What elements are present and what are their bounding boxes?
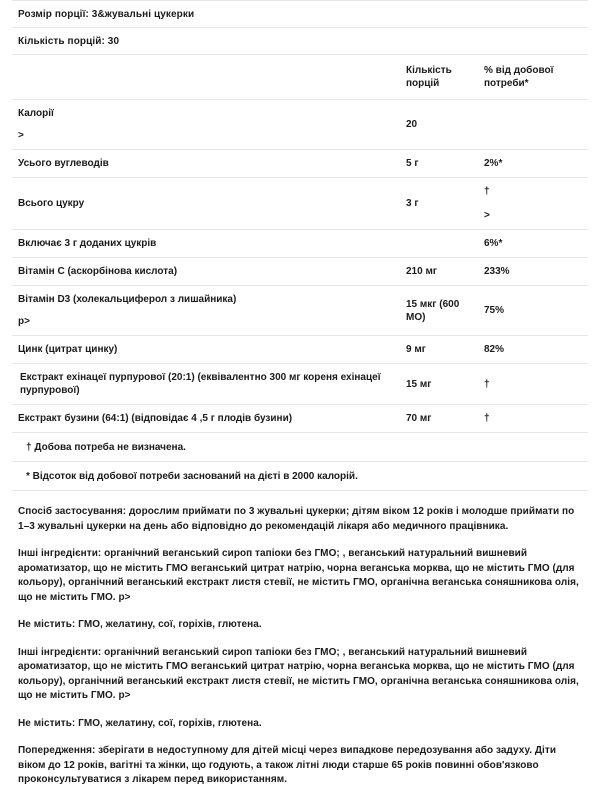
header-amount-per-serving: Кількість порцій xyxy=(400,55,478,100)
nutrient-name: Вітамін C (аскорбінова кислота) xyxy=(12,258,400,286)
nutrient-daily-value: 2%* xyxy=(478,150,588,178)
nutrient-name: Екстракт ехінацеї пурпурової (20:1) (еквівалентно 300 мг кореня ехінацеї пурпурової) xyxy=(12,364,400,405)
nutrient-name: Цинк (цитрат цинку) xyxy=(12,336,400,364)
nutrient-daily-value: 6%* xyxy=(478,230,588,258)
free-from-paragraph-2: Не містить: ГМО, желатину, сої, горіхів, глютена. xyxy=(18,717,262,729)
table-row xyxy=(12,150,588,178)
stray-markup-artifact: p> xyxy=(18,316,30,327)
stray-markup-artifact: > xyxy=(484,210,490,221)
nutrient-daily-value: † xyxy=(478,405,588,433)
nutrient-daily-value: 233% xyxy=(478,258,588,286)
footnote-dagger: † Добова потреба не визначена. xyxy=(12,432,588,461)
table-row xyxy=(12,336,588,364)
table-row xyxy=(12,100,588,150)
nutrient-name: Вітамін D3 (холекальциферол з лишайника) p> xyxy=(12,286,400,336)
nutrient-name: Калорії > xyxy=(12,100,400,150)
nutrient-daily-value: 75% xyxy=(478,286,588,336)
header-nutrient xyxy=(12,55,400,100)
directions-paragraph: Спосіб застосування: дорослим приймати по 3 жувальні цукерки; дітям віком 12 років і молодше приймати по 1–3 жувальні цукерки на день або відповідно до рекомендацій лікаря або медичного працівника. xyxy=(18,506,575,532)
table-header-row xyxy=(12,55,588,100)
stray-markup-artifact: > xyxy=(18,130,24,141)
other-ingredients-paragraph-1: Інші інгредієнти: органічний веганський сироп тапіоки без ГМО; , веганський натуральний вишневий ароматизатор, що не містить ГМО веганський цитрат натрію, чорна веганська морква, що не містить ГМО (для кольору), органічний веганський екстракт листя стевії, не містить ГМО, органічна веганська соняшникова олія, що не містить ГМО. p> xyxy=(18,548,579,603)
header-daily-value: % від добової потреби* xyxy=(478,55,588,100)
footnote-asterisk: * Відсоток від добової потреби заснований на дієті в 2000 калорій. xyxy=(12,461,588,491)
nutrient-name: Включає 3 г доданих цукрів xyxy=(12,230,400,258)
nutrient-amount: 210 мг xyxy=(400,258,478,286)
nutrient-amount: 20 xyxy=(400,100,478,150)
nutrient-name: Всього цукру xyxy=(12,178,400,230)
table-row xyxy=(12,178,588,230)
serving-size-row: Розмір порції: 3&жувальні цукерки xyxy=(18,9,195,20)
nutrient-amount xyxy=(400,230,478,258)
table-row xyxy=(12,364,588,405)
nutrient-daily-value: 82% xyxy=(478,336,588,364)
nutrient-amount: 70 мг xyxy=(400,405,478,433)
nutrient-name: Усього вуглеводів xyxy=(12,150,400,178)
nutrient-amount: 15 мг xyxy=(400,364,478,405)
table-row xyxy=(12,405,588,433)
other-ingredients-paragraph-2: Інші інгредієнти: органічний веганський сироп тапіоки без ГМО; , веганський натуральний вишневий ароматизатор, що не містить ГМО веганський цитрат натрію, чорна веганська морква, що не містить ГМО (для кольору), органічний веганський екстракт листя стевії, не містить ГМО, органічна веганська соняшникова олія, що не містить ГМО. p> xyxy=(18,646,579,701)
free-from-paragraph-1: Не містить: ГМО, желатину, сої, горіхів, глютена. xyxy=(18,619,262,630)
nutrient-amount: 15 мкг (600 МО) xyxy=(400,286,478,336)
serving-count-row: Кількість порцій: 30 xyxy=(18,36,120,47)
nutrient-name: Екстракт бузини (64:1) (відповідає 4 ,5 г плодів бузини) xyxy=(12,405,400,433)
nutrient-amount: 3 г xyxy=(400,178,478,230)
nutrient-daily-value: † xyxy=(478,364,588,405)
nutrient-amount: 5 г xyxy=(400,150,478,178)
table-row xyxy=(12,286,588,336)
warning-paragraph: Попередження: зберігати в недоступному для дітей місці через випадкове передозування або задуху. Діти віком до 12 років, вагітні та жінки, що годують, а також літні люди старше 65 років повинні обов'язково проконсультуватися з лікарем перед використанням. xyxy=(18,745,557,785)
supplement-facts-table xyxy=(12,54,588,432)
nutrient-daily-value xyxy=(478,100,588,150)
nutrient-daily-value xyxy=(478,178,588,230)
daily-value-text: † xyxy=(484,186,490,197)
table-row xyxy=(12,230,588,258)
nutrient-amount: 9 мг xyxy=(400,336,478,364)
table-row xyxy=(12,258,588,286)
